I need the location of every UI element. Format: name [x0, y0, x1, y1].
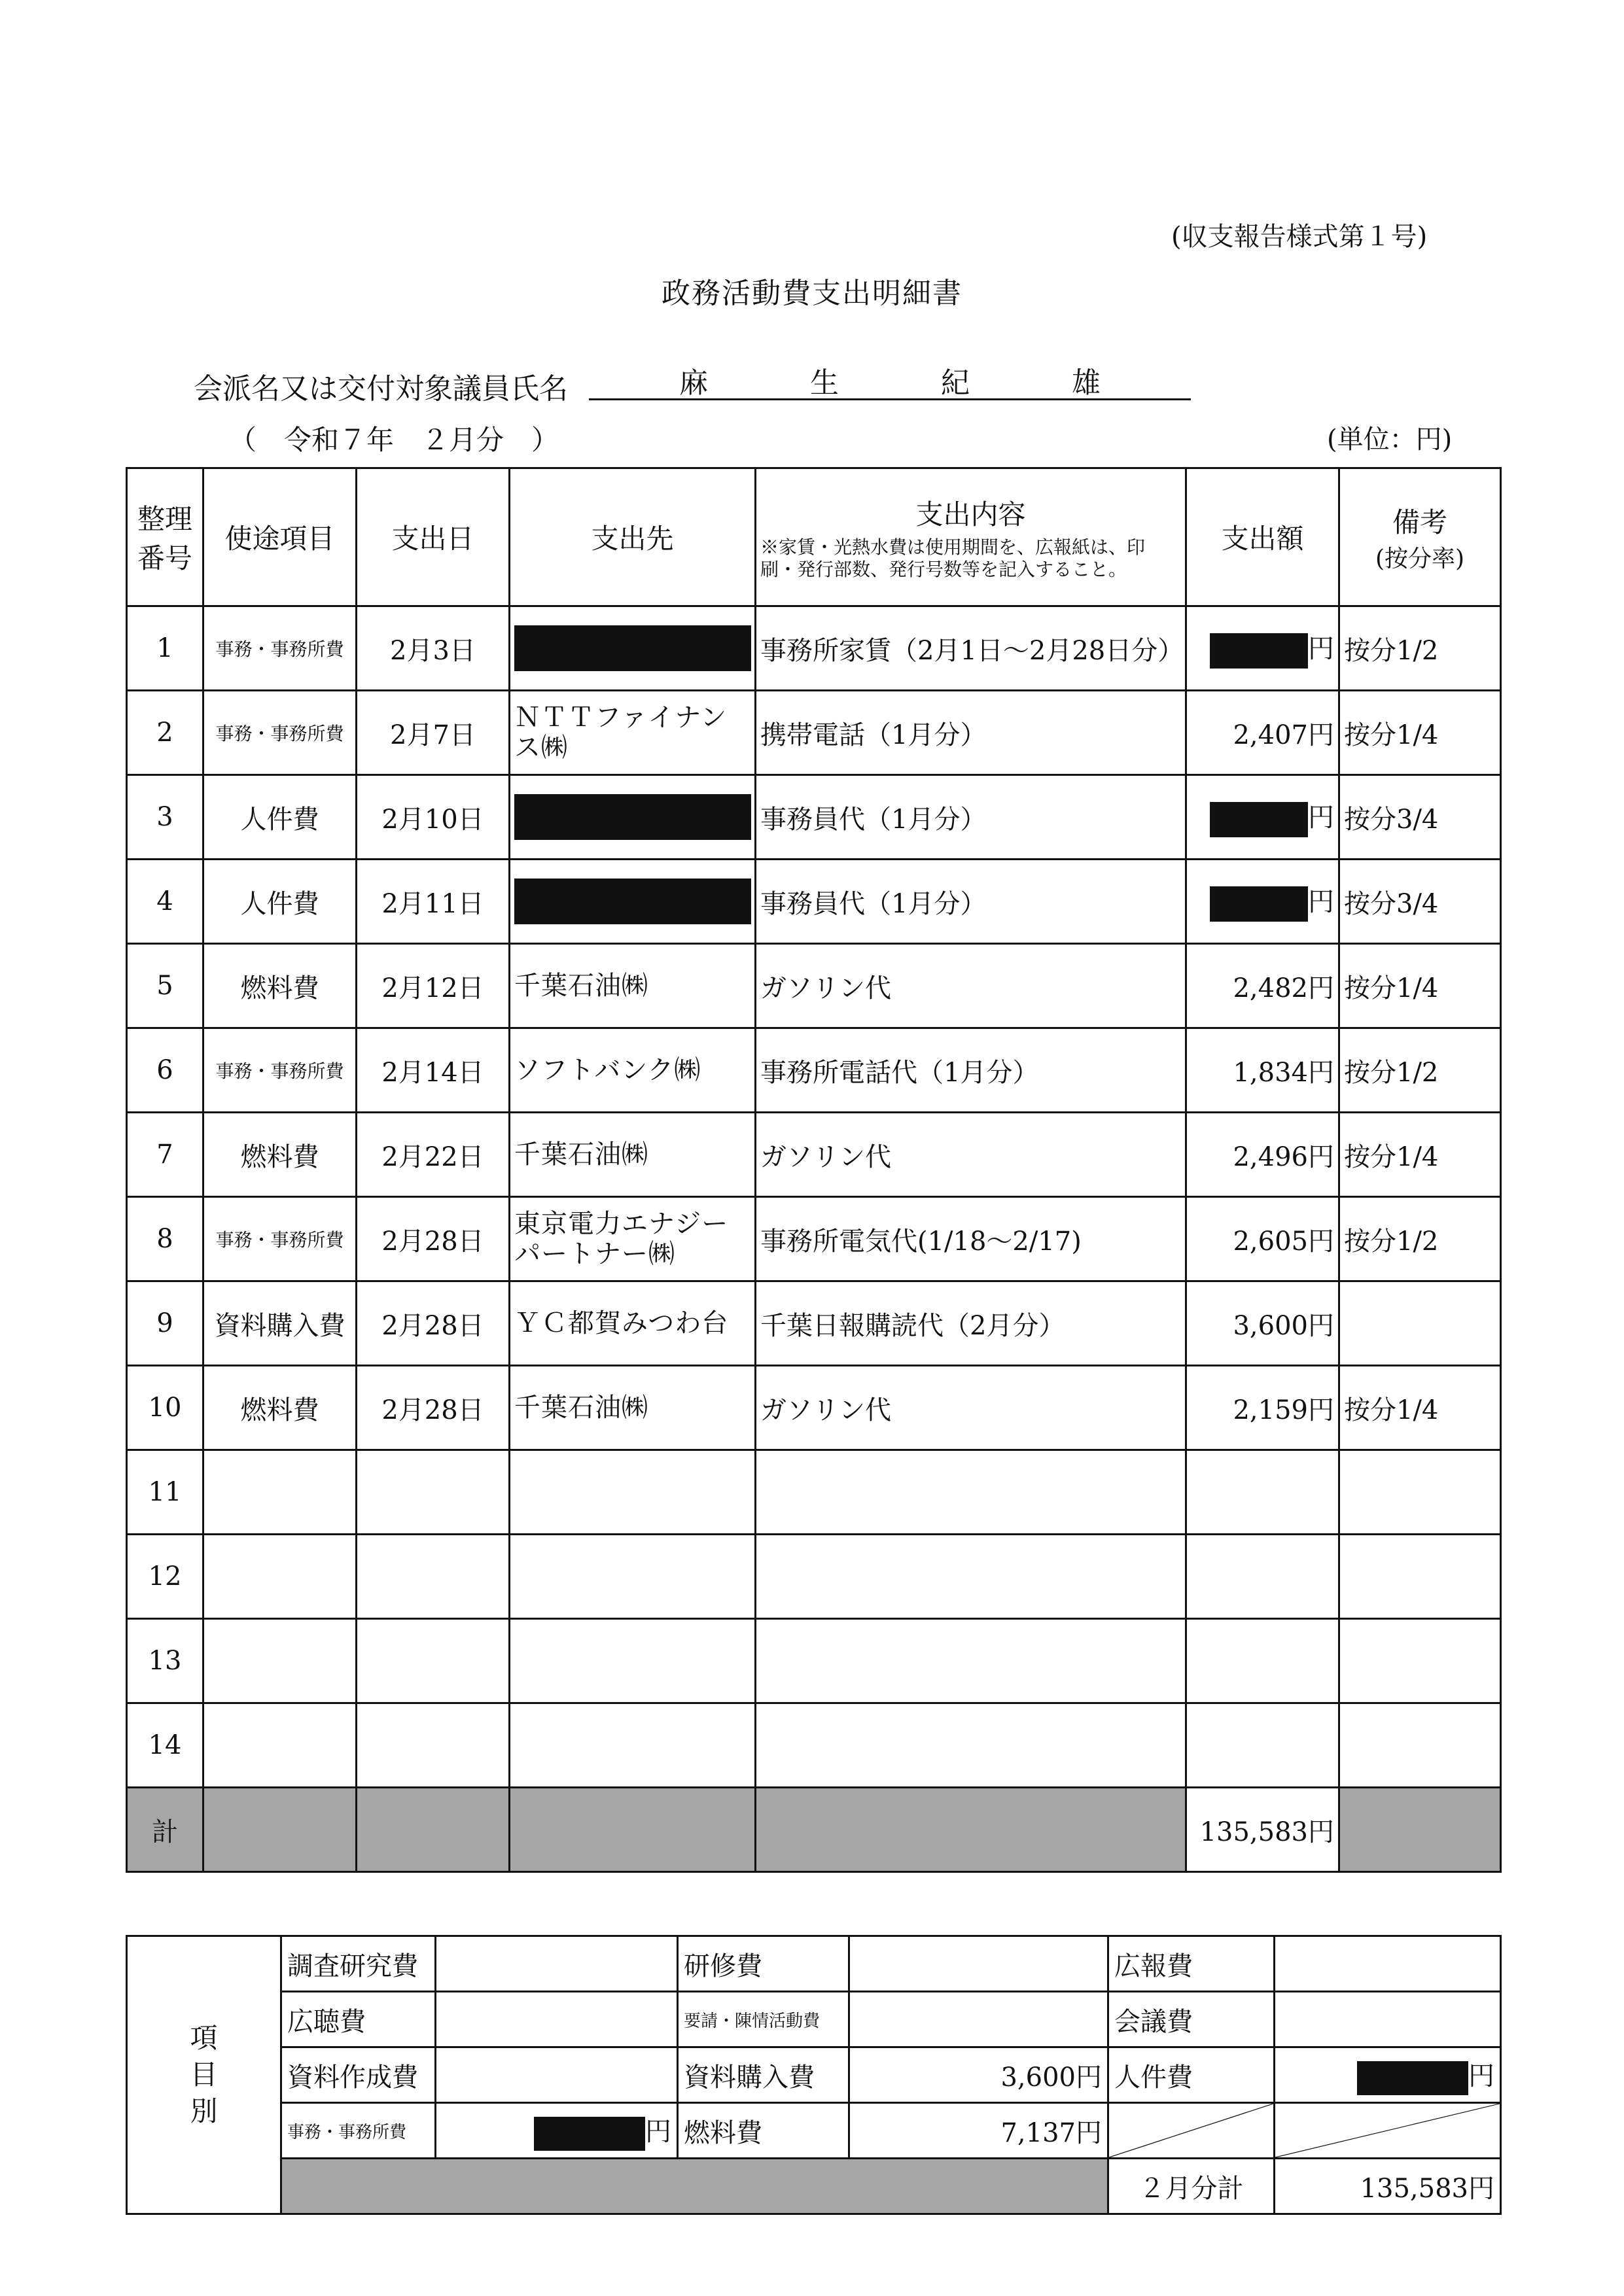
summary-gray-area — [281, 2159, 1108, 2214]
row-amount — [1186, 944, 1339, 1028]
row-payee-text: 千葉石油㈱ — [514, 1393, 648, 1423]
header-content-label: 支出内容 — [915, 498, 1026, 531]
row-payee — [510, 691, 756, 775]
row-payee — [510, 1366, 756, 1450]
redaction-block — [514, 878, 751, 924]
row-date: 2月3日 — [357, 606, 510, 691]
summary-doc-creation-amount — [436, 2047, 678, 2103]
row-category: 事務・事務所費 — [203, 1197, 357, 1281]
total-gray-cell — [203, 1788, 357, 1872]
redaction-block — [514, 794, 751, 840]
summary-office-amount — [436, 2103, 678, 2159]
row-amount — [1186, 1450, 1339, 1535]
reporting-period: （ 令和７年 ２月分 ） — [229, 424, 559, 456]
row-category: 燃料費 — [203, 1113, 357, 1197]
row-payee — [510, 1619, 756, 1703]
redaction-block — [1357, 2061, 1468, 2095]
member-name-char: 生 — [810, 366, 839, 400]
table-row — [127, 860, 1501, 944]
row-content: 千葉日報購読代（2月分） — [756, 1281, 1186, 1366]
summary-hearing-label: 広聴費 — [281, 1992, 436, 2047]
row-amount — [1186, 1028, 1339, 1113]
row-remarks: 按分3/4 — [1339, 860, 1501, 944]
row-amount-value: 2,496 — [1233, 1141, 1308, 1172]
summary-doc-purchase-label: 資料購入費 — [678, 2047, 849, 2103]
row-amount-value: 2,407 — [1233, 720, 1308, 750]
row-category: 事務・事務所費 — [203, 691, 357, 775]
summary-pr-label: 広報費 — [1108, 1936, 1275, 1992]
row-remarks — [1339, 1619, 1501, 1703]
row-number: 7 — [127, 1113, 203, 1197]
row-remarks: 按分1/4 — [1339, 691, 1501, 775]
row-content: ガソリン代 — [756, 1113, 1186, 1197]
row-amount-yen: 円 — [1308, 634, 1334, 664]
row-payee — [510, 860, 756, 944]
table-row — [127, 606, 1501, 691]
row-content: 事務員代（1月分） — [756, 775, 1186, 860]
row-number: 3 — [127, 775, 203, 860]
summary-meeting-amount — [1275, 1992, 1501, 2047]
row-date — [357, 1450, 510, 1535]
row-remarks: 按分1/2 — [1339, 1197, 1501, 1281]
table-row — [127, 944, 1501, 1028]
summary-office-label: 事務・事務所費 — [281, 2103, 436, 2159]
row-amount — [1186, 1619, 1339, 1703]
row-category — [203, 1703, 357, 1788]
redaction-block — [1210, 802, 1308, 837]
row-content — [756, 1450, 1186, 1535]
row-amount — [1186, 1281, 1339, 1366]
row-category — [203, 1619, 357, 1703]
row-amount-yen: 円 — [1308, 887, 1334, 917]
row-category: 人件費 — [203, 860, 357, 944]
row-category: 燃料費 — [203, 944, 357, 1028]
unit-label: (単位：円) — [1327, 425, 1453, 455]
row-remarks — [1339, 1450, 1501, 1535]
expense-table — [126, 467, 1502, 1873]
row-amount-yen: 円 — [1308, 720, 1334, 750]
form-number: (収支報告様式第１号) — [1171, 222, 1428, 252]
summary-side-label: 項 目 別 — [127, 1936, 281, 2214]
row-category: 事務・事務所費 — [203, 1028, 357, 1113]
row-date: 2月14日 — [357, 1028, 510, 1113]
table-row — [127, 1113, 1501, 1197]
row-amount-yen: 円 — [1308, 803, 1334, 833]
summary-pr-amount — [1275, 1936, 1501, 1992]
row-number: 9 — [127, 1281, 203, 1366]
member-name — [589, 361, 1191, 400]
row-amount-yen: 円 — [1308, 1395, 1334, 1425]
row-amount — [1186, 775, 1339, 860]
table-row — [127, 1366, 1501, 1450]
row-remarks — [1339, 1281, 1501, 1366]
summary-fuel-amount: 7,137円 — [849, 2103, 1108, 2159]
header-amount: 支出額 — [1186, 468, 1339, 606]
header-date: 支出日 — [357, 468, 510, 606]
row-amount-value: 3,600 — [1233, 1310, 1308, 1341]
row-amount — [1186, 1197, 1339, 1281]
header-content — [756, 468, 1186, 606]
table-row — [127, 1535, 1501, 1619]
row-number: 11 — [127, 1450, 203, 1535]
row-amount-value: 2,159 — [1233, 1395, 1308, 1425]
summary-petition-label: 要請・陳情活動費 — [678, 1992, 849, 2047]
row-payee-text: 東京電力エナジーパートナー㈱ — [514, 1209, 729, 1269]
row-category — [203, 1535, 357, 1619]
header-remarks-label: 備考 — [1392, 506, 1447, 538]
summary-doc-purchase-amount: 3,600円 — [849, 2047, 1108, 2103]
row-payee-text: ＹＣ都賀みつわ台 — [514, 1308, 729, 1338]
row-payee-text: ＮＴＴファイナンス㈱ — [514, 703, 728, 763]
row-amount — [1186, 1703, 1339, 1788]
row-date: 2月28日 — [357, 1366, 510, 1450]
redaction-block — [514, 625, 751, 671]
row-payee — [510, 1450, 756, 1535]
row-amount-yen: 円 — [1308, 1141, 1334, 1172]
total-amount: 135,583円 — [1186, 1788, 1339, 1872]
row-date: 2月28日 — [357, 1197, 510, 1281]
row-remarks: 按分1/2 — [1339, 1028, 1501, 1113]
summary-petition-amount — [849, 1992, 1108, 2047]
row-category — [203, 1450, 357, 1535]
total-gray-cell — [510, 1788, 756, 1872]
row-number: 14 — [127, 1703, 203, 1788]
row-date: 2月22日 — [357, 1113, 510, 1197]
row-remarks: 按分3/4 — [1339, 775, 1501, 860]
summary-research-label: 調査研究費 — [281, 1936, 436, 1992]
row-number: 13 — [127, 1619, 203, 1703]
row-amount-value: 2,605 — [1233, 1226, 1308, 1257]
row-date: 2月10日 — [357, 775, 510, 860]
table-row — [127, 1619, 1501, 1703]
row-category: 燃料費 — [203, 1366, 357, 1450]
total-label: 計 — [127, 1788, 203, 1872]
summary-hearing-amount — [436, 1992, 678, 2047]
redaction-block — [534, 2117, 645, 2151]
header-content-note: ※家賃・光熱水費は使用期間を、広報紙は、印刷・発行部数、発行号数等を記入すること。 — [760, 536, 1146, 580]
row-number: 8 — [127, 1197, 203, 1281]
row-payee — [510, 1281, 756, 1366]
table-row — [127, 1197, 1501, 1281]
row-payee — [510, 1535, 756, 1619]
summary-month-total-label: ２月分計 — [1108, 2159, 1275, 2214]
row-amount — [1186, 1535, 1339, 1619]
summary-doc-creation-label: 資料作成費 — [281, 2047, 436, 2103]
member-label: 会派名又は交付対象議員氏名 — [194, 372, 568, 406]
summary-research-amount — [436, 1936, 678, 1992]
table-row — [127, 775, 1501, 860]
row-payee-text: ソフトバンク㈱ — [514, 1055, 701, 1085]
row-amount — [1186, 606, 1339, 691]
summary-blank-diagonal — [1275, 2103, 1501, 2159]
row-payee — [510, 775, 756, 860]
document-title: 政務活動費支出明細書 — [662, 277, 962, 310]
summary-fuel-label: 燃料費 — [678, 2103, 849, 2159]
row-content — [756, 1703, 1186, 1788]
row-number: 1 — [127, 606, 203, 691]
row-date: 2月7日 — [357, 691, 510, 775]
row-number: 4 — [127, 860, 203, 944]
member-name-char: 麻 — [679, 366, 708, 400]
header-remarks — [1339, 468, 1501, 606]
row-content: 事務所電話代（1月分） — [756, 1028, 1186, 1113]
header-no: 整理 番号 — [127, 468, 203, 606]
row-payee-text: 千葉石油㈱ — [514, 971, 648, 1001]
row-content: ガソリン代 — [756, 944, 1186, 1028]
row-payee — [510, 1113, 756, 1197]
diagonal-line — [1275, 2104, 1500, 2157]
row-payee — [510, 944, 756, 1028]
row-amount-yen: 円 — [1308, 1310, 1334, 1341]
row-amount-value: 1,834 — [1233, 1057, 1308, 1088]
row-date — [357, 1703, 510, 1788]
row-number: 12 — [127, 1535, 203, 1619]
table-row — [127, 1450, 1501, 1535]
summary-personnel-label: 人件費 — [1108, 2047, 1275, 2103]
row-number: 10 — [127, 1366, 203, 1450]
row-content — [756, 1535, 1186, 1619]
table-row — [127, 1703, 1501, 1788]
summary-blank-diagonal — [1108, 2103, 1275, 2159]
summary-training-label: 研修費 — [678, 1936, 849, 1992]
row-number: 2 — [127, 691, 203, 775]
row-amount-yen: 円 — [1308, 973, 1334, 1003]
total-row — [127, 1788, 1501, 1872]
header-remarks-sub: (按分率) — [1375, 545, 1465, 572]
total-gray-cell — [756, 1788, 1186, 1872]
row-remarks — [1339, 1703, 1501, 1788]
summary-meeting-label: 会議費 — [1108, 1992, 1275, 2047]
row-payee — [510, 1197, 756, 1281]
summary-month-total: 135,583円 — [1275, 2159, 1501, 2214]
row-amount-value: 2,482 — [1233, 973, 1308, 1003]
row-date — [357, 1535, 510, 1619]
row-content: ガソリン代 — [756, 1366, 1186, 1450]
row-content: 事務員代（1月分） — [756, 860, 1186, 944]
redaction-block — [1210, 886, 1308, 922]
row-date: 2月12日 — [357, 944, 510, 1028]
row-content: 事務所家賃（2月1日～2月28日分） — [756, 606, 1186, 691]
member-name-char: 紀 — [941, 366, 970, 400]
row-amount-yen: 円 — [1308, 1057, 1334, 1088]
summary-personnel-yen: 円 — [1468, 2061, 1494, 2091]
row-amount — [1186, 691, 1339, 775]
row-date: 2月28日 — [357, 1281, 510, 1366]
table-row — [127, 691, 1501, 775]
redaction-block — [1210, 633, 1308, 669]
summary-training-amount — [849, 1936, 1108, 1992]
row-number: 6 — [127, 1028, 203, 1113]
row-amount-yen: 円 — [1308, 1226, 1334, 1257]
row-category: 資料購入費 — [203, 1281, 357, 1366]
row-remarks — [1339, 1535, 1501, 1619]
row-payee — [510, 606, 756, 691]
row-remarks: 按分1/4 — [1339, 1113, 1501, 1197]
row-payee — [510, 1028, 756, 1113]
header-payee: 支出先 — [510, 468, 756, 606]
row-payee-text: 千葉石油㈱ — [514, 1139, 648, 1170]
header-category: 使途項目 — [203, 468, 357, 606]
row-category: 人件費 — [203, 775, 357, 860]
table-row — [127, 1028, 1501, 1113]
row-remarks: 按分1/4 — [1339, 1366, 1501, 1450]
table-row — [127, 1281, 1501, 1366]
row-content: 携帯電話（1月分） — [756, 691, 1186, 775]
total-gray-cell — [1339, 1788, 1501, 1872]
row-payee — [510, 1703, 756, 1788]
row-remarks: 按分1/4 — [1339, 944, 1501, 1028]
row-category: 事務・事務所費 — [203, 606, 357, 691]
table-header-row — [127, 468, 1501, 606]
row-content — [756, 1619, 1186, 1703]
category-summary-table — [126, 1935, 1502, 2215]
row-amount — [1186, 1366, 1339, 1450]
row-date: 2月11日 — [357, 860, 510, 944]
row-amount — [1186, 860, 1339, 944]
summary-office-yen: 円 — [645, 2116, 671, 2147]
row-amount — [1186, 1113, 1339, 1197]
row-date — [357, 1619, 510, 1703]
row-content: 事務所電気代(1/18～2/17) — [756, 1197, 1186, 1281]
row-remarks: 按分1/2 — [1339, 606, 1501, 691]
total-gray-cell — [357, 1788, 510, 1872]
member-name-char: 雄 — [1072, 366, 1101, 400]
row-number: 5 — [127, 944, 203, 1028]
diagonal-line — [1109, 2104, 1273, 2157]
summary-personnel-amount — [1275, 2047, 1501, 2103]
